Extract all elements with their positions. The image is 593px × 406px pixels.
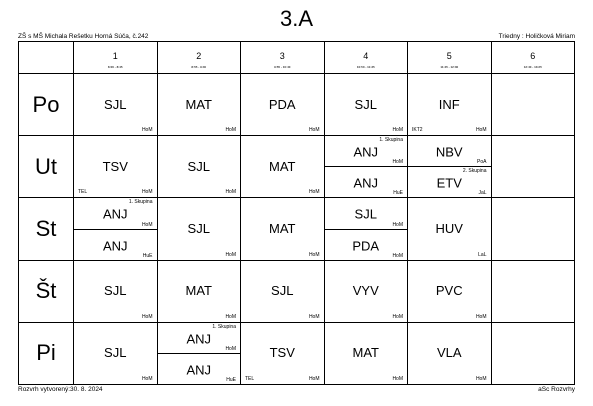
lesson-cell	[241, 322, 325, 384]
room-code: IKT2	[412, 127, 423, 134]
group-label: 1. Skupina	[128, 199, 153, 206]
lesson	[325, 74, 408, 135]
room-code: TEL	[245, 376, 255, 382]
period-number: 4	[363, 50, 369, 61]
period-time: 9:55 - 10:40	[274, 65, 291, 70]
timetable-title: 3.A	[279, 6, 314, 31]
subject-code: SJL	[187, 158, 210, 174]
lesson-cell	[408, 136, 492, 198]
lesson-cell	[491, 136, 575, 198]
lesson-cell	[241, 74, 325, 136]
lesson-cell	[408, 322, 492, 384]
teacher-code: HuE	[226, 377, 236, 384]
teacher-code: HoM	[225, 189, 236, 196]
day-row	[19, 74, 575, 136]
period-time: 10:50 - 11:35	[356, 65, 375, 70]
teacher-code: HoM	[308, 251, 320, 258]
teacher-code: HoM	[308, 127, 320, 134]
lesson	[241, 198, 324, 259]
lesson-cell	[74, 198, 158, 260]
subject-code: SJL	[354, 206, 377, 222]
subject-code: VLA	[436, 345, 462, 361]
period-header	[157, 42, 241, 74]
group-label: 2. Skupina	[462, 168, 487, 175]
teacher-code: HoM	[392, 221, 403, 228]
lesson-cell	[157, 322, 241, 384]
lesson-cell	[241, 136, 325, 198]
lesson	[408, 261, 491, 322]
teacher-code: HoM	[475, 127, 487, 134]
generator-credit: aSc Rozvrhy	[538, 386, 575, 393]
class-teacher: Triedny : Holičková Miriam	[498, 33, 575, 40]
subject-code: MAT	[269, 158, 296, 174]
period-time: 8:55 - 9:40	[191, 65, 207, 70]
lesson-cell	[324, 260, 408, 322]
day-label: Pi	[19, 322, 74, 384]
created-date: Rozvrh vytvorený:30. 8. 2024	[18, 386, 103, 393]
split-lesson	[408, 136, 491, 197]
group-lesson	[74, 198, 157, 228]
lesson	[74, 261, 157, 322]
lesson-cell	[324, 74, 408, 136]
day-row	[19, 260, 575, 322]
subject-code: TSV	[102, 158, 128, 174]
subject-code: MAT	[185, 96, 212, 112]
period-number: 5	[446, 50, 452, 61]
subject-code: NBV	[435, 144, 463, 160]
period-header	[408, 42, 492, 74]
subject-code: SJL	[271, 282, 294, 298]
day-row	[19, 198, 575, 260]
period-number: 2	[196, 50, 202, 61]
subject-code: ETV	[436, 175, 462, 191]
subject-code: PDA	[268, 96, 296, 112]
subject-code: INF	[438, 96, 460, 112]
period-header	[324, 42, 408, 74]
lesson-cell	[241, 260, 325, 322]
lesson	[408, 198, 491, 259]
lesson	[74, 74, 157, 135]
subject-code: MAT	[352, 345, 379, 361]
teacher-code: PoA	[477, 159, 487, 166]
teacher-code: HoM	[475, 313, 487, 320]
split-lesson	[325, 136, 408, 197]
subject-code: MAT	[269, 220, 296, 236]
subject-code: SJL	[104, 96, 127, 112]
split-lesson	[158, 323, 241, 384]
school-name: ZŠ s MŠ Michala Rešetku Horná Súča, č.242	[18, 33, 149, 40]
period-time: 11:45 - 12:30	[440, 65, 459, 70]
group-lesson	[325, 229, 408, 260]
lesson	[158, 136, 241, 197]
group-lesson	[325, 198, 408, 228]
lesson	[325, 261, 408, 322]
lesson-cell	[324, 136, 408, 198]
period-time: 8:00 - 8:45	[107, 65, 123, 70]
lesson-cell	[241, 198, 325, 260]
group-label: 1. Skupina	[212, 323, 236, 330]
subject-code: ANJ	[353, 144, 379, 160]
lesson-cell	[408, 74, 492, 136]
subject-code: VYV	[352, 282, 379, 298]
lesson	[325, 323, 408, 384]
lesson-cell	[157, 74, 241, 136]
teacher-code: HoM	[141, 221, 153, 228]
teacher-code: HoM	[392, 127, 403, 134]
subject-code: PVC	[435, 282, 463, 298]
lesson-cell	[74, 74, 158, 136]
subject-code: SJL	[187, 220, 210, 236]
period-header-row	[19, 42, 575, 74]
lesson-cell	[324, 322, 408, 384]
group-lesson	[408, 136, 491, 166]
lesson-cell	[491, 322, 575, 384]
group-lesson	[158, 323, 241, 353]
subject-code: ANJ	[186, 331, 212, 347]
subject-code: PDA	[352, 237, 380, 253]
subject-code: HUV	[435, 220, 463, 236]
lesson	[408, 74, 491, 135]
group-lesson	[74, 229, 157, 260]
lesson-cell	[157, 260, 241, 322]
subject-code: ANJ	[186, 362, 212, 378]
teacher-code: HoM	[141, 189, 153, 196]
lesson	[241, 261, 324, 322]
lesson-cell	[157, 136, 241, 198]
group-lesson	[158, 353, 241, 384]
period-header	[74, 42, 158, 74]
subject-code: SJL	[104, 345, 127, 361]
teacher-code: HoM	[308, 189, 320, 196]
group-lesson	[325, 136, 408, 166]
group-lesson	[408, 166, 491, 197]
lesson	[408, 323, 491, 384]
teacher-code: HuE	[393, 190, 403, 197]
corner-cell	[19, 42, 74, 74]
subject-code: TSV	[269, 345, 295, 361]
teacher-code: HoM	[475, 376, 487, 382]
teacher-code: HuE	[142, 252, 153, 259]
split-lesson	[74, 198, 157, 259]
lesson-cell	[74, 260, 158, 322]
period-number: 1	[112, 50, 118, 61]
subject-code: ANJ	[102, 206, 128, 222]
teacher-code: HoM	[308, 376, 320, 382]
teacher-code: HoM	[392, 313, 403, 320]
day-label: Ut	[19, 136, 74, 198]
lesson-cell	[491, 74, 575, 136]
lesson	[158, 198, 241, 259]
group-lesson	[325, 166, 408, 197]
teacher-code: HoM	[141, 127, 153, 134]
lesson	[241, 323, 324, 384]
teacher-code: HoM	[225, 313, 236, 320]
period-header	[241, 42, 325, 74]
subject-code: MAT	[185, 282, 212, 298]
teacher-code: HoM	[392, 252, 403, 259]
lesson-cell	[157, 198, 241, 260]
teacher-code: HoM	[392, 376, 403, 382]
teacher-code: HoM	[141, 313, 153, 320]
lesson	[241, 74, 324, 135]
timetable-grid	[18, 41, 575, 385]
teacher-code: HoM	[141, 376, 153, 382]
lesson-cell	[324, 198, 408, 260]
day-row	[19, 322, 575, 384]
period-number: 6	[530, 50, 536, 61]
lesson	[158, 261, 241, 322]
lesson-cell	[74, 322, 158, 384]
subject-code: SJL	[354, 96, 377, 112]
teacher-code: JaL	[478, 190, 487, 197]
subject-code: SJL	[104, 282, 127, 298]
lesson-cell	[491, 260, 575, 322]
teacher-code: HoM	[225, 251, 236, 258]
lesson	[74, 136, 157, 197]
subject-code: ANJ	[102, 237, 128, 253]
group-label: 1. Skupina	[379, 137, 403, 144]
day-label: Št	[19, 260, 74, 322]
lesson	[241, 136, 324, 197]
room-code: TEL	[78, 189, 88, 196]
day-label: St	[19, 198, 74, 260]
subject-code: ANJ	[353, 175, 379, 191]
period-time: 12:40 - 13:25	[523, 65, 542, 70]
period-header	[491, 42, 575, 74]
lesson-cell	[491, 198, 575, 260]
lesson	[158, 74, 241, 135]
split-lesson	[325, 198, 408, 259]
teacher-code: HoM	[392, 159, 403, 166]
lesson-cell	[408, 260, 492, 322]
day-label: Po	[19, 74, 74, 136]
teacher-code: HoM	[308, 313, 320, 320]
teacher-code: HoM	[225, 127, 236, 134]
period-number: 3	[279, 50, 285, 61]
day-row	[19, 136, 575, 198]
lesson	[74, 323, 157, 384]
teacher-code: LaL	[478, 251, 487, 258]
teacher-code: HoM	[225, 345, 236, 352]
lesson-cell	[74, 136, 158, 198]
lesson-cell	[408, 198, 492, 260]
